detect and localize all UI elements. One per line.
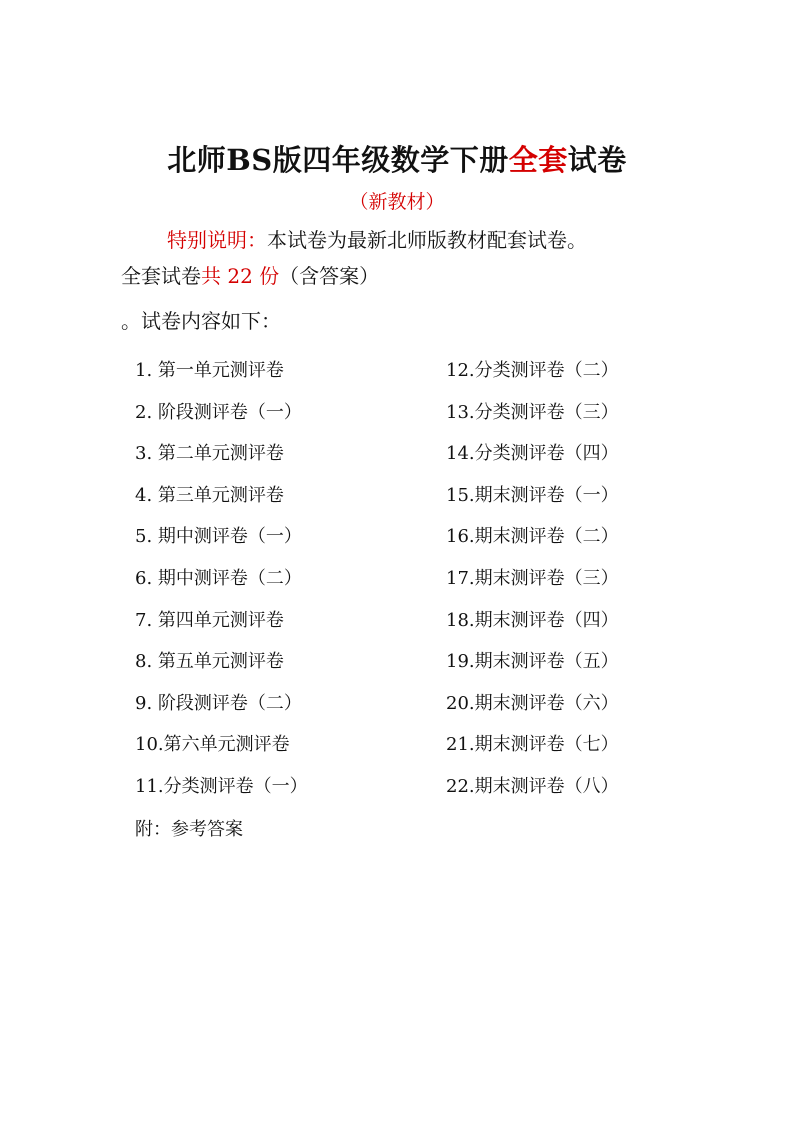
- list-item: 5. 期中测评卷（一）: [135, 526, 302, 548]
- list-item: 14.分类测评卷（四）: [446, 443, 619, 465]
- document-title: [0, 138, 794, 179]
- title-text-part1: 北师BS版四年级数学下册: [167, 143, 509, 177]
- list-item: 4. 第三单元测评卷: [135, 484, 284, 506]
- total-suffix: （含答案）: [279, 264, 380, 288]
- contents-intro: 。试卷内容如下：: [121, 309, 281, 333]
- special-note-text: 本试卷为最新北师版教材配套试卷。: [267, 228, 587, 252]
- contents-list-left: [135, 357, 308, 815]
- list-item: 3. 第二单元测评卷: [135, 443, 284, 465]
- list-item: 11.分类测评卷（一）: [135, 775, 308, 797]
- list-item: 10.第六单元测评卷: [135, 734, 290, 756]
- list-item: 15.期末测评卷（一）: [446, 484, 619, 506]
- contents-list-right: [446, 357, 619, 815]
- list-item: 2. 阶段测评卷（一）: [135, 401, 302, 423]
- list-item: 6. 期中测评卷（二）: [135, 567, 302, 589]
- document-subtitle: （新教材）: [349, 191, 445, 213]
- total-prefix: 全套试卷: [121, 264, 201, 288]
- list-item: 20.期末测评卷（六）: [446, 692, 619, 714]
- list-item: 8. 第五单元测评卷: [135, 651, 284, 673]
- special-note: [167, 224, 587, 253]
- appendix-note: 附：参考答案: [135, 819, 243, 840]
- list-item: 22.期末测评卷（八）: [446, 775, 619, 797]
- title-text-part3: 试卷: [567, 143, 627, 177]
- list-item: 1. 第一单元测评卷: [135, 360, 284, 381]
- total-count-line: [121, 260, 379, 289]
- list-item: 13.分类测评卷（三）: [446, 401, 619, 423]
- list-item: 19.期末测评卷（五）: [446, 651, 619, 673]
- list-item: 17.期末测评卷（三）: [446, 567, 619, 589]
- title-highlight: 全套: [508, 143, 568, 177]
- list-item: 12.分类测评卷（二）: [446, 360, 619, 381]
- list-item: 18.期末测评卷（四）: [446, 609, 619, 631]
- special-note-label: 特别说明：: [167, 228, 267, 252]
- list-item: 7. 第四单元测评卷: [135, 609, 284, 631]
- list-item: 16.期末测评卷（二）: [446, 526, 619, 548]
- list-item: 9. 阶段测评卷（二）: [135, 692, 302, 714]
- total-count: 共 22 份: [201, 264, 280, 288]
- list-item: 21.期末测评卷（七）: [446, 734, 619, 756]
